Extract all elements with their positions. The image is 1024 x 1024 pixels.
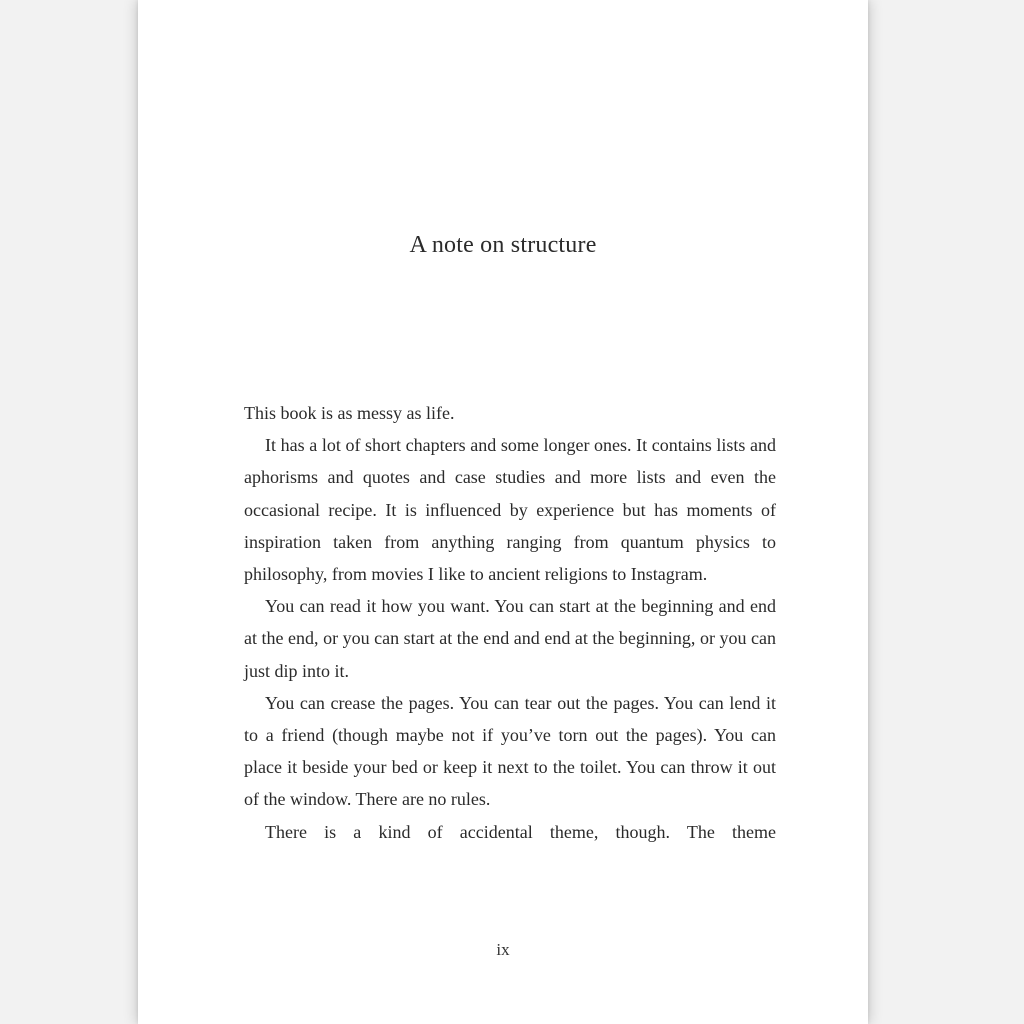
page-number: ix bbox=[496, 940, 510, 959]
body-text bbox=[244, 397, 776, 848]
paragraph: You can read it how you want. You can start at the beginning and end at the end, or you can start at the end and end at the beginning, or you can just dip into it. bbox=[244, 596, 776, 681]
paragraph: You can crease the pages. You can tear out the pages. You can lend it to a friend (though maybe not if you’ve torn out the pages). You can place it beside your bed or keep it next to the toilet. You can throw it out of the window. There are no rules. bbox=[244, 692, 776, 810]
book-page bbox=[138, 0, 868, 1024]
paragraph: There is a kind of accidental theme, though. The theme bbox=[265, 821, 776, 842]
paragraph: It has a lot of short chapters and some longer ones. It contains lists and aphorisms and quotes and case studies and more lists and even the occasional recipe. It is influenced by experience but has moments of inspiration taken from anything ranging from quantum physics to philosophy, from movies I like to ancient religions to Instagram. bbox=[244, 435, 776, 585]
chapter-title: A note on structure bbox=[409, 232, 597, 258]
paragraph: This book is as messy as life. bbox=[244, 403, 455, 423]
